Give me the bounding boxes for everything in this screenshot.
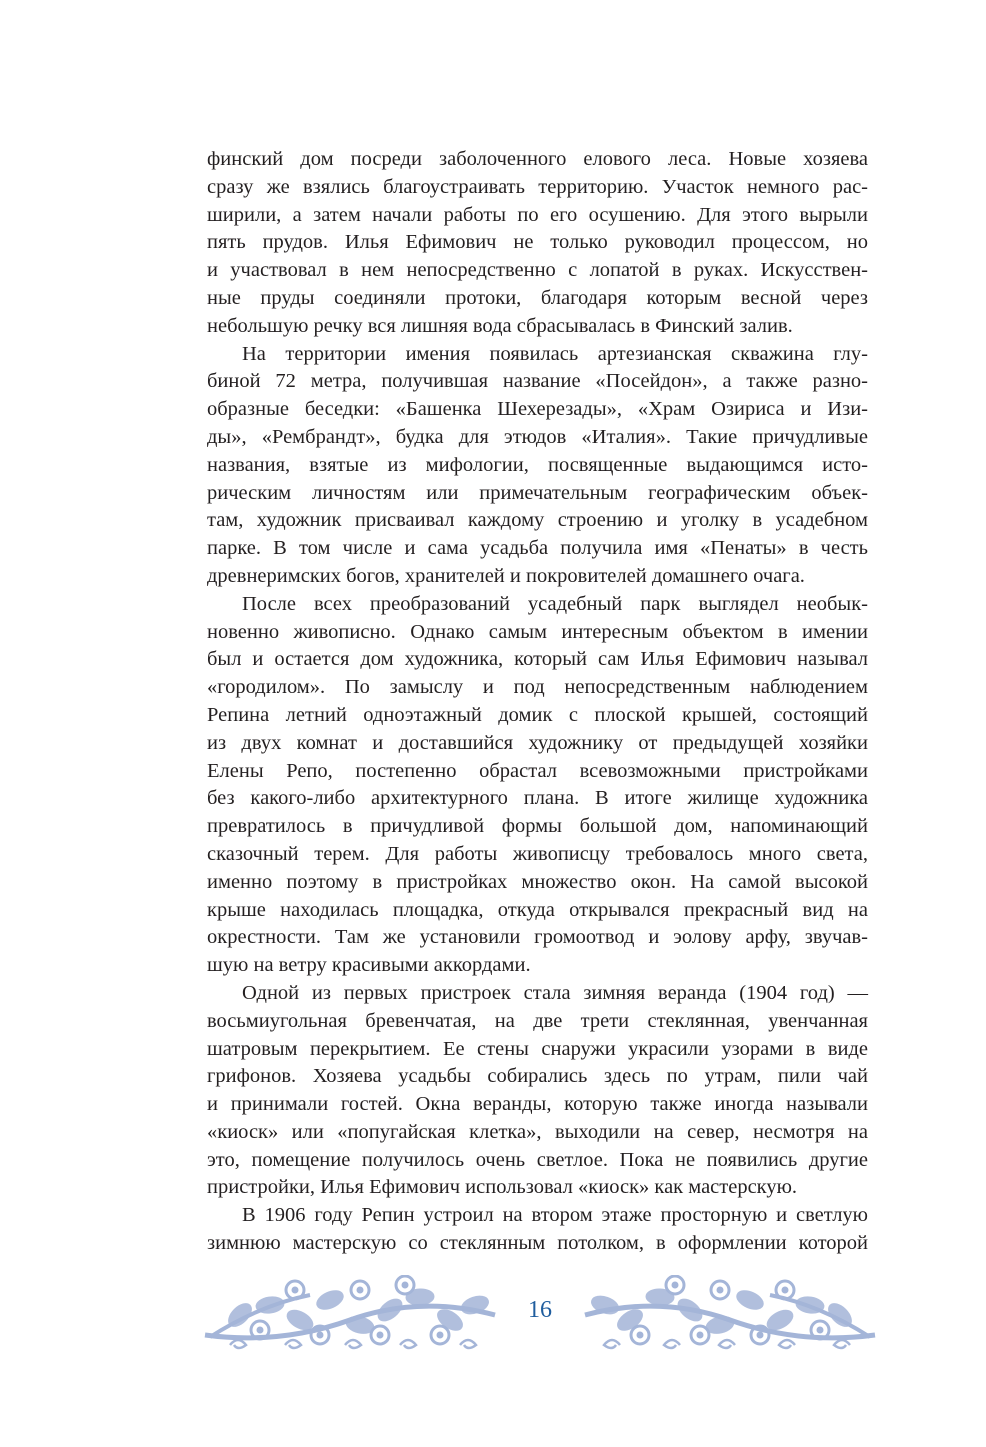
text-line: древнеримских богов, хранителей и покровителей домашнего очага. [207, 564, 805, 587]
text-line: финский дом посреди заболоченного елового леса. Новые хозяева [207, 148, 868, 170]
text-line: шую на ветру красивыми аккордами. [207, 954, 531, 977]
text-line: окрестности. Там же установили громоотвод и эолову арфу, звучав- [207, 926, 868, 949]
text-line: зимнюю мастерскую со стеклянным потолком, в оформлении которой [207, 1232, 868, 1255]
paragraph [207, 591, 868, 980]
text-line: биной 72 метра, получившая название «Посейдон», а также разно- [207, 370, 868, 393]
text-line: На территории имения появилась артезианская скважина глу- [242, 342, 868, 365]
page-footer [200, 1275, 880, 1355]
text-line: ды», «Рембрандт», будка для этюдов «Италия». Такие причудливые [207, 425, 868, 448]
text-line: Одной из первых пристроек стала зимняя веранда (1904 год) — [242, 981, 868, 1004]
text-line: там, художник присваивал каждому строению и уголку в усадебном [207, 509, 868, 532]
text-line: это, помещение получилось очень светлое. Пока не появились другие [207, 1148, 868, 1171]
text-line: После всех преобразований усадебный парк выглядел необык- [242, 592, 868, 615]
paragraph [207, 1202, 868, 1258]
text-line: рическим личностям или примечательным географическим объек- [207, 481, 868, 504]
text-line: именно поэтому в пристройках множество окон. На самой высокой [207, 870, 868, 893]
text-line: шатровым перекрытием. Ее стены снаружи украсили узорами в виде [207, 1037, 868, 1060]
text-line: «городилом». По замыслу и под непосредственным наблюдением [207, 676, 868, 699]
paragraph [207, 146, 868, 341]
text-line: новенно живописно. Однако самым интересным объектом в имении [207, 620, 868, 643]
text-line: пристройки, Илья Ефимович использовал «киоск» как мастерскую. [207, 1176, 798, 1199]
page-number: 16 [528, 1297, 552, 1323]
text-line: был и остается дом художника, который сам Илья Ефимович называл [207, 648, 868, 671]
text-line: В 1906 году Репин устроил на втором этаже просторную и светлую [242, 1204, 868, 1227]
floral-ornament-left-icon [200, 1275, 500, 1355]
text-line: ные пруды соединяли протоки, благодаря которым весной через [207, 286, 868, 309]
paragraph [207, 341, 868, 591]
body-text [207, 146, 868, 1258]
text-line: сказочный терем. Для работы живописцу требовалось много света, [207, 842, 868, 865]
text-line: небольшую речку вся лишняя вода сбрасывалась в Финский залив. [207, 314, 793, 337]
text-line: пять прудов. Илья Ефимович не только руководил процессом, но [207, 231, 868, 254]
text-line: образные беседки: «Башенка Шехерезады», «Храм Озириса и Изи- [207, 398, 868, 421]
text-line: и участвовал в нем непосредственно с лопатой в руках. Искусствен- [207, 259, 868, 282]
text-line: «киоск» или «попугайская клетка», выходили на север, несмотря на [207, 1120, 868, 1143]
text-line: из двух комнат и доставшийся художнику от предыдущей хозяйки [207, 731, 868, 754]
text-line: парке. В том числе и сама усадьба получила имя «Пенаты» в честь [207, 537, 868, 560]
paragraph [207, 980, 868, 1202]
floral-ornament-right-icon [580, 1275, 880, 1355]
text-line: названия, взятые из мифологии, посвященные выдающимся исто- [207, 453, 868, 476]
text-line: крыше находилась площадка, откуда открывался прекрасный вид на [207, 898, 868, 921]
text-line: грифонов. Хозяева усадьбы собирались здесь по утрам, пили чай [207, 1065, 868, 1088]
text-line: Репина летний одноэтажный домик с плоской крышей, состоящий [207, 703, 868, 726]
text-line: восьмиугольная бревенчатая, на две трети стеклянная, увенчанная [207, 1009, 868, 1032]
text-line: и принимали гостей. Окна веранды, которую также иногда называли [207, 1093, 868, 1116]
text-line: превратилось в причудливой формы большой дом, напоминающий [207, 815, 868, 838]
text-line: без какого-либо архитектурного плана. В итоге жилище художника [207, 787, 868, 810]
text-line: Елены Репо, постепенно обрастал всевозможными пристройками [207, 759, 868, 782]
text-line: сразу же взялись благоустраивать территорию. Участок немного рас- [207, 175, 868, 198]
text-line: ширили, а затем начали работы по его осушению. Для этого вырыли [207, 203, 868, 226]
